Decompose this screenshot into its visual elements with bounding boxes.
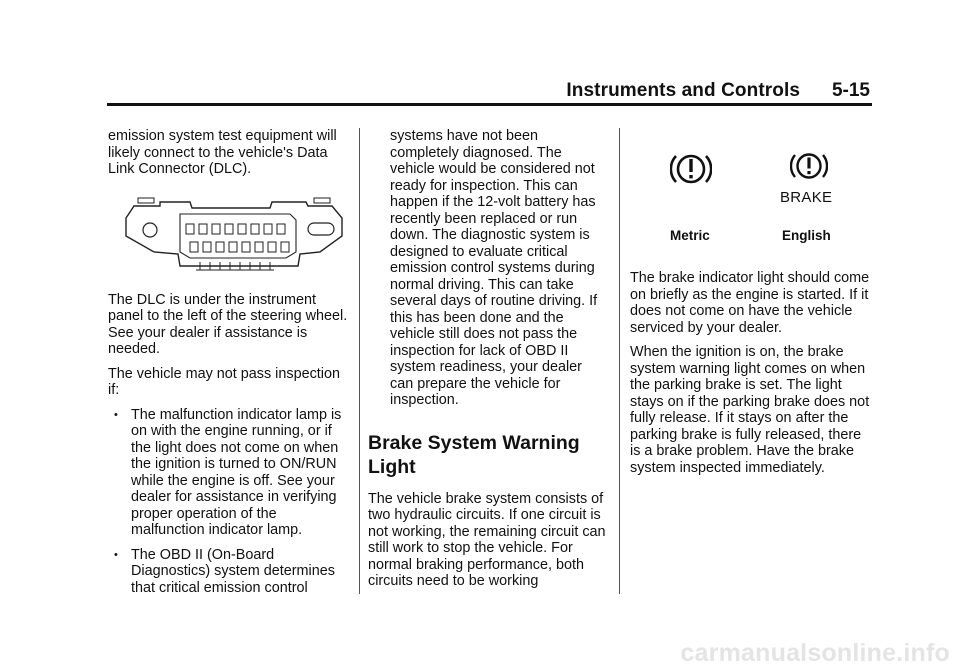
column-divider (359, 128, 360, 594)
caption-english: English (782, 228, 831, 243)
header-rule (107, 103, 872, 106)
bullet-icon: • (114, 548, 118, 561)
dlc-connector-illustration (120, 196, 348, 278)
bullet-text: The OBD II (On-Board Diagnostics) system determines that critical emission control (131, 546, 335, 596)
column-2 (368, 128, 608, 598)
intro-paragraph: emission system test equipment will likely connect to the vehicle's Data Link Connector (DLC). (108, 128, 337, 177)
brake-indicator-paragraph: The brake indicator light should come on briefly as the engine is started. If it does not come on have the vehicle serviced by your dealer. (630, 270, 870, 336)
brake-warning-metric-icon (670, 148, 712, 190)
bullet-item (108, 547, 353, 597)
page-header-title: Instruments and Controls (566, 80, 800, 101)
page-number: 5-15 (831, 80, 870, 101)
bullet-item (108, 407, 353, 539)
brake-intro-paragraph: The vehicle brake system consists of two hydraulic circuits. If one circuit is not working, the remaining circuit can still work to stop the vehicle. For normal braking performance, both circuits need to be working (368, 490, 606, 589)
bullet-icon: • (114, 408, 118, 421)
section-heading: Brake System Warning Light (368, 431, 580, 478)
brake-warning-english-icon (790, 148, 828, 184)
bullet-text: The malfunction indicator lamp is on with the engine running, or if the light does not come on when the ignition is turned to ON/RUN while the engine is off. See your dealer for assistance in verifying proper operation of the malfunction indicator lamp. (131, 406, 342, 538)
brake-icon-label: BRAKE (780, 189, 833, 206)
continuation-paragraph: systems have not been completely diagnosed. The vehicle would be considered not ready for inspection. This can happen if the 12-volt battery has recently been replaced or run down. The diagnostic system is designed to evaluate critical emission control systems during normal driving. This can take several days of routine driving. If this has been done and the vehicle still does not pass the inspection for lack of OBD II system readiness, your dealer can prepare the vehicle for inspection. (390, 128, 598, 408)
brake-ignition-paragraph: When the ignition is on, the brake system warning light comes on when the parking brake is set. The light stays on if the parking brake does not fully release. If it stays on after the parking brake is fully released, there is a brake problem. Have the brake system inspected immediately. (630, 344, 870, 476)
dlc-location-paragraph: The DLC is under the instrument panel to the left of the steering wheel. See your dealer if assistance is needed. (108, 291, 348, 357)
column-3 (630, 128, 870, 484)
dlc-connector-icon (120, 196, 348, 278)
caption-metric: Metric (670, 228, 710, 243)
watermark: carmanualsonline.info (680, 639, 950, 667)
column-divider (619, 128, 620, 594)
column-1 (108, 128, 353, 604)
brake-indicator-icons (630, 148, 870, 270)
may-not-pass-paragraph: The vehicle may not pass inspection if: (108, 365, 340, 398)
